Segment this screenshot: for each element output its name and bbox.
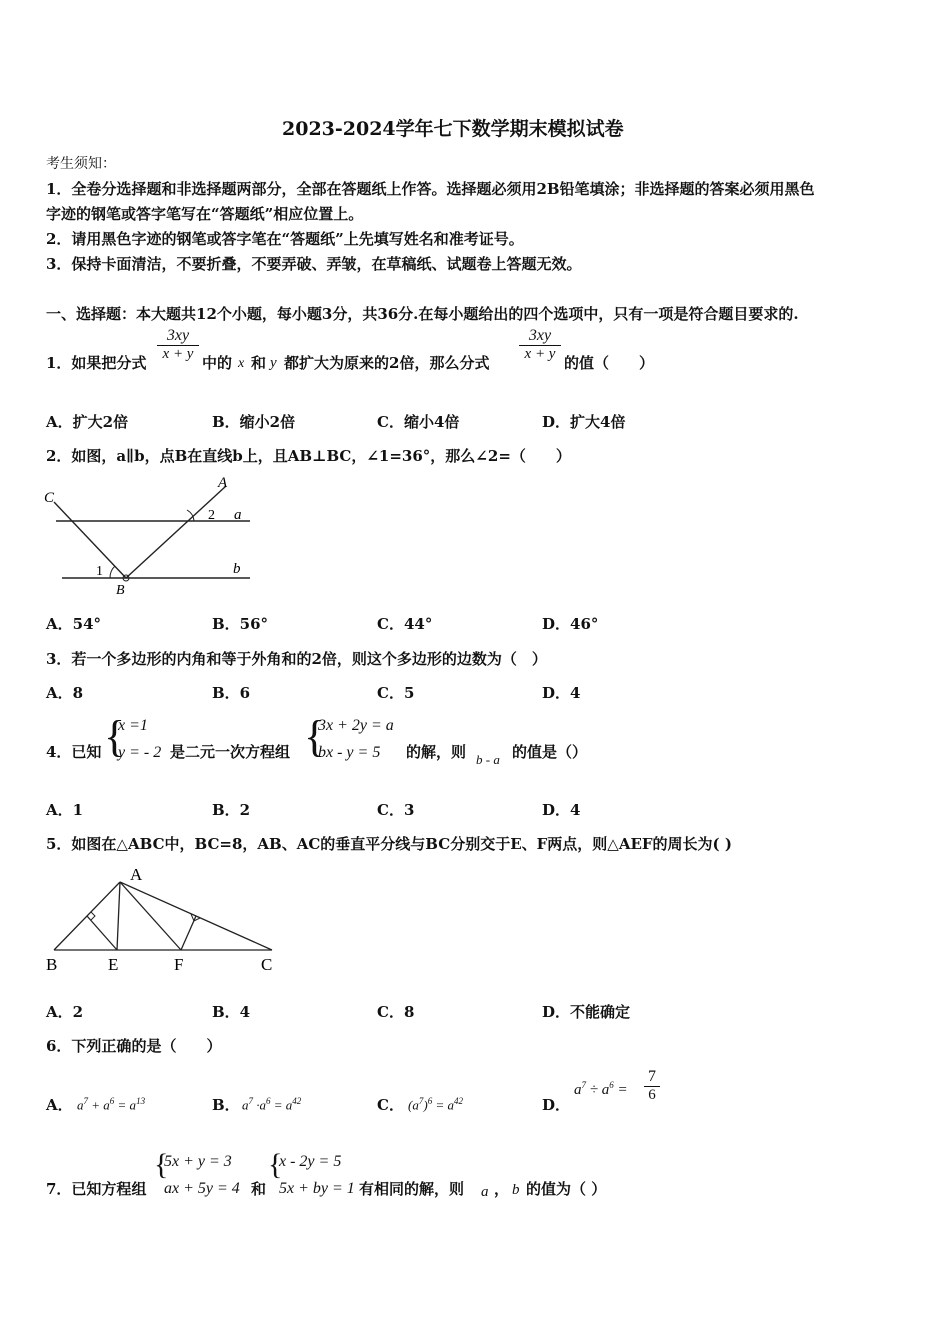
q6-option-a[interactable]: A．: [46, 1096, 73, 1114]
label-c: C: [44, 490, 55, 506]
q5-option-a[interactable]: A．2: [46, 1003, 84, 1021]
q2-option-b[interactable]: B．56°: [212, 615, 269, 633]
q1-text-3: 和: [251, 354, 267, 372]
q1-option-b[interactable]: B．缩小2倍: [212, 413, 296, 431]
q4-text-2: 是二元一次方程组: [170, 743, 291, 761]
label-line-b: b: [233, 561, 241, 577]
q7-system1-brace: {: [154, 1148, 169, 1181]
q3-stem: 3．若一个多边形的内角和等于外角和的2倍，则这个多边形的边数为（ ）: [46, 650, 547, 668]
label-angle-2: 2: [208, 508, 215, 523]
page-title: 2023-2024学年七下数学期末模拟试卷: [282, 118, 624, 140]
q1-fraction-den: x + y: [162, 346, 194, 362]
q7-var-b: b: [512, 1182, 520, 1198]
segment-af: [120, 882, 181, 950]
q1-fraction-2: [519, 327, 561, 363]
angle-1-arc: [110, 566, 115, 578]
notice-line-1a: 1．全卷分选择题和非选择题两部分，全部在答题纸上作答。选择题必须用2B铅笔填涂；非选择题的答案必须用黑色: [46, 180, 815, 198]
segment-ba: [126, 486, 226, 578]
exponent: 7: [418, 1096, 424, 1106]
var-a: a: [242, 1097, 249, 1113]
notice-heading: 考生须知：: [46, 156, 116, 172]
label-f: F: [174, 955, 184, 974]
q4-option-d[interactable]: D．4: [542, 801, 581, 819]
q7-system2: [279, 1148, 355, 1202]
q3-option-d[interactable]: D．4: [542, 684, 581, 702]
q6-option-a-formula: [77, 1096, 145, 1113]
q6-option-d[interactable]: D．: [542, 1096, 571, 1114]
q5-option-d[interactable]: D．不能确定: [542, 1003, 631, 1021]
exponent: 42: [292, 1096, 302, 1106]
q7-text-3: 有相同的解，则: [359, 1180, 465, 1198]
notice-line-1b: 字迹的钢笔或答字笔写在“答题纸”相应位置上。: [46, 205, 364, 223]
q2-stem: 2．如图，a∥b，点B在直线b上，且AB⊥BC，∠1=36°，那么∠2=（ ）: [46, 447, 571, 465]
q2-option-c[interactable]: C．44°: [377, 615, 433, 633]
exponent: 6: [609, 1080, 614, 1090]
q7-text-1: 7．已知方程组: [46, 1180, 147, 1198]
notice-line-3: 3．保持卡面清洁，不要折叠，不要弄破、弄皱，在草稿纸、试题卷上答题无效。: [46, 255, 582, 273]
exponent: 7: [248, 1096, 253, 1106]
q4-system1-eq1: x =1: [118, 717, 148, 734]
exponent: 42: [453, 1096, 463, 1106]
term: = a: [114, 1097, 137, 1113]
q4-expression: b - a: [476, 752, 500, 767]
label-c: C: [261, 955, 273, 974]
segment-bc: [54, 502, 126, 578]
term: (a: [408, 1097, 419, 1113]
exponent: 6: [109, 1096, 115, 1106]
notice-line-2: 2．请用黑色字迹的钢笔或答字笔在“答题纸”上先填写姓名和准考证号。: [46, 230, 524, 248]
q4-option-a[interactable]: A．1: [46, 801, 84, 819]
section-heading: 一、选择题：本大题共12个小题，每小题3分，共36分.在每小题给出的四个选项中，只有一项是符合题目要求的.: [46, 305, 799, 323]
q6-option-d-fraction: [644, 1068, 660, 1104]
q5-stem: 5．如图在△ABC中，BC=8，AB、AC的垂直平分线与BC分别交于E、F两点，则△AEF的周长为( ): [46, 835, 732, 853]
label-line-a: a: [234, 507, 242, 523]
q4-system1-eq2: y = - 2: [118, 744, 162, 761]
right-angle-mark-1: [91, 912, 95, 920]
q7-text-4: 的值为（ ）: [526, 1180, 607, 1198]
q7-system2-eq2: 5x + by = 1: [279, 1180, 355, 1197]
fraction-num: 7: [648, 1068, 656, 1085]
q1-fraction-num: 3xy: [166, 327, 190, 344]
q2-option-d[interactable]: D．46°: [542, 615, 599, 633]
q6-option-b[interactable]: B．: [212, 1096, 240, 1114]
q7-system1: [164, 1148, 240, 1202]
q1-text-5: 的值（ ）: [564, 354, 655, 372]
q1-option-c[interactable]: C．缩小4倍: [377, 413, 460, 431]
q7-comma: ，: [494, 1180, 510, 1198]
q2-option-a[interactable]: A．54°: [46, 615, 102, 633]
q1-fraction-1: [157, 327, 199, 363]
q6-option-c[interactable]: C．: [377, 1096, 404, 1114]
exponent: 13: [136, 1096, 146, 1106]
q6-option-d-formula: [574, 1080, 628, 1099]
q7-text-2: 和: [251, 1180, 267, 1198]
q4-option-c[interactable]: C．3: [377, 801, 415, 819]
q4-option-b[interactable]: B．2: [212, 801, 251, 819]
q4-system2-eq1: 3x + 2y = a: [318, 717, 394, 734]
q7-system1-eq1: 5x + y = 3: [164, 1153, 232, 1170]
q1-option-d[interactable]: D．扩大4倍: [542, 413, 626, 431]
q1-text-2: 中的: [202, 354, 233, 372]
q1-fraction-den: x + y: [524, 346, 556, 362]
q5-figure: [40, 860, 290, 980]
q4-system2: [318, 712, 394, 766]
q3-option-b[interactable]: B．6: [212, 684, 251, 702]
exponent: 6: [427, 1096, 433, 1106]
label-a-point: A: [218, 475, 228, 491]
q7-system1-eq2: ax + 5y = 4: [164, 1180, 240, 1197]
exponent: 6: [266, 1096, 271, 1106]
q7-system2-eq1: x - 2y = 5: [279, 1153, 342, 1170]
term: ): [423, 1097, 428, 1113]
fraction-den: 6: [648, 1087, 656, 1103]
q4-text-4: 的值是（）: [512, 743, 588, 761]
q4-system1-brace: {: [104, 712, 126, 761]
term: + a: [88, 1097, 110, 1113]
q4-text-3: 的解，则: [406, 743, 467, 761]
q1-text-4: 都扩大为原来的2倍，那么分式: [284, 354, 490, 372]
q1-text-1: 1．如果把分式: [46, 354, 147, 372]
q2-figure: [40, 472, 260, 600]
q1-fraction-num: 3xy: [528, 327, 552, 344]
q7-system2-brace: {: [268, 1148, 283, 1181]
label-e: E: [108, 955, 119, 974]
term: =: [613, 1082, 628, 1098]
q1-var-y: y: [270, 355, 277, 371]
label-a: A: [130, 865, 143, 884]
q6-stem: 6．下列正确的是（ ）: [46, 1037, 222, 1055]
exponent: 7: [83, 1096, 88, 1106]
term: = a: [270, 1097, 293, 1113]
q7-var-a: a: [481, 1184, 489, 1200]
q4-system1: [118, 712, 161, 766]
exponent: 7: [581, 1080, 586, 1090]
q5-option-b[interactable]: B．4: [212, 1003, 251, 1021]
term: = a: [432, 1097, 454, 1113]
q4-system2-eq2: bx - y = 5: [318, 744, 381, 761]
q4-system2-brace: {: [304, 712, 326, 761]
q1-var-x: x: [238, 356, 245, 371]
perp-bisector-ab: [87, 916, 117, 950]
segment-ae: [117, 882, 120, 950]
q6-option-c-formula: [408, 1096, 463, 1113]
term: ÷ a: [586, 1082, 610, 1098]
q4-text-1: 4．已知: [46, 743, 102, 761]
var-a: a: [77, 1097, 84, 1113]
q3-option-c[interactable]: C．5: [377, 684, 415, 702]
term: ·a: [253, 1097, 266, 1113]
q6-option-b-formula: [242, 1096, 301, 1113]
q3-option-a[interactable]: A．8: [46, 684, 84, 702]
q1-option-a[interactable]: A．扩大2倍: [46, 413, 129, 431]
label-angle-1: 1: [96, 564, 103, 579]
q5-option-c[interactable]: C．8: [377, 1003, 415, 1021]
label-b: B: [46, 955, 58, 974]
var-a: a: [574, 1082, 582, 1098]
label-b-point: B: [116, 583, 125, 598]
